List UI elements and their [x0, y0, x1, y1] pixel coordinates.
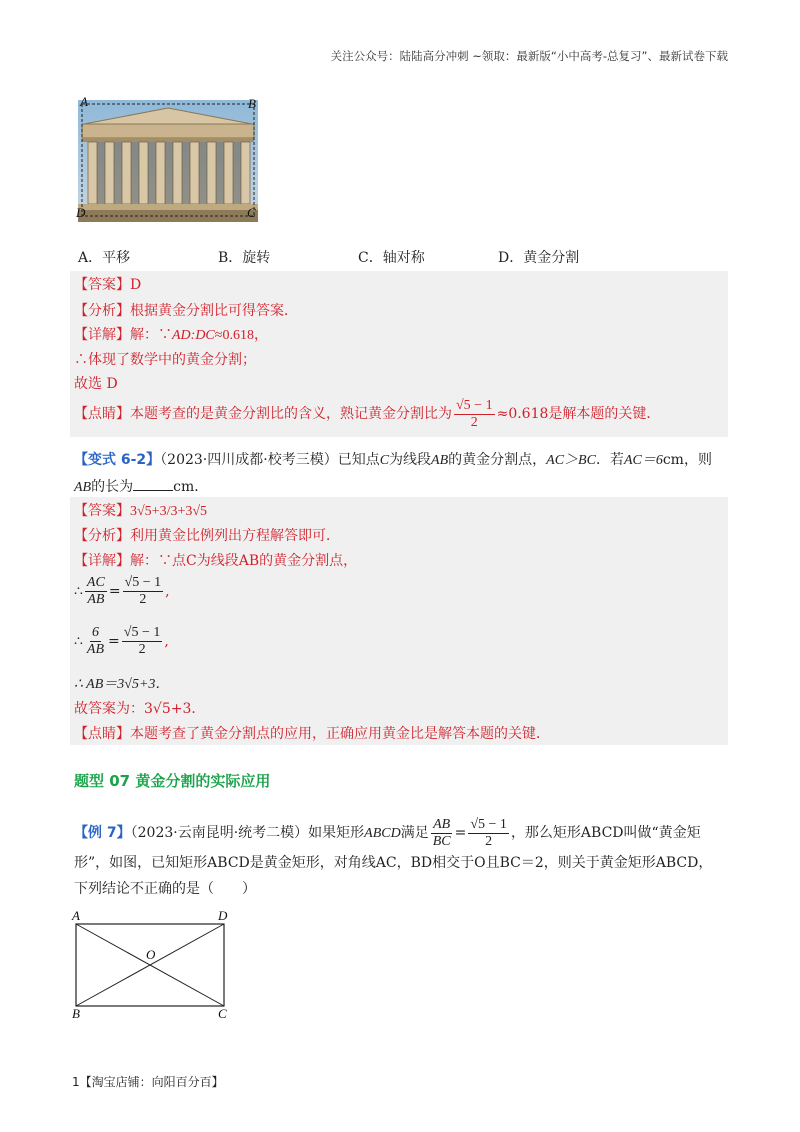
example-text-1: （2023·云南昆明·统考二模）如果矩形 [130, 825, 365, 841]
rectangle-diagram [68, 906, 238, 1024]
variant-text-3: 的黄金分割点， [448, 452, 547, 468]
detail-line-5: 故选 D [74, 376, 118, 392]
solution-box-2: 【答案】3√5+3/3+3√5 【分析】利用黄金比例列出方程解答即可． 【详解】解：∵点C为线段AB的黄金分割点， ∴ $\frac{AC}{AB}$ = $\frac{√5 - 1}{2}$ , ∴ $\frac{6}{AB}$ = $\frac{√5 - 1}{2}$ , ∴ AB＝3√5+3． 故答案为：3√5+3． 【点睛】本题考查了黄金分割点的应用，正确应用黄金比是解答本题的关键． [70, 497, 728, 745]
analysis-text: 利用黄金比例列出方程解答即可． [130, 528, 340, 544]
var-ac-6: AC＝6 [623, 453, 663, 468]
comment-text-a: 本题考查的是黄金分割比的含义，熟记黄金分割比为 [130, 406, 452, 422]
example-line-2: 形”，如图，已知矩形ABCD是黄金矩形，对角线AC，BD相交于O且BC＝2，则关于黄金矩形ABCD， [74, 855, 713, 871]
analysis-text: 根据黄金分割比可得答案． [130, 303, 298, 319]
footer-note: 1【淘宝店铺：向阳百分百】 [72, 1075, 224, 1089]
variant-text-1: （2023·四川成都·校考三模）已知点 [160, 452, 380, 468]
variant-text-2: 为线段 [389, 452, 432, 468]
comment-text: 本题考查了黄金分割点的应用，正确应用黄金比是解答本题的关键． [130, 726, 550, 742]
detail-line-5: 故答案为：3√5+3． [74, 701, 206, 717]
variant-text-6: 的长为 [91, 479, 134, 495]
fraction-denominator: 2 [139, 592, 147, 607]
option-b[interactable]: B．旋转 [218, 250, 271, 266]
variant-text-7: cm． [173, 479, 209, 495]
fraction-denominator: AB [87, 592, 105, 607]
fraction-denominator: AB [86, 642, 105, 657]
fraction-numerator: √5 − 1 [123, 625, 161, 640]
var-ab: AB [431, 453, 449, 468]
detail-line-1: 解：∵点C为线段AB的黄金分割点， [130, 553, 358, 569]
analysis-tag: 【分析】 [74, 303, 130, 319]
golden-ratio-fraction [123, 575, 164, 608]
fraction-numerator: √5 − 1 [124, 575, 162, 590]
detail-line-4: ∴体现了数学中的黄金分割； [74, 352, 256, 368]
answer-tag: 【答案】 [74, 503, 130, 519]
fraction-denominator: 2 [138, 642, 146, 657]
example-tag: 【例 7】 [74, 825, 131, 841]
var-ac-bc: AC＞BC [546, 453, 596, 468]
example-question [74, 816, 734, 902]
comment-tag: 【点睛】 [74, 726, 130, 742]
therefore-symbol: ∴ [74, 583, 83, 600]
detail-tag: 【详解】 [74, 553, 130, 569]
answer-value: D [130, 277, 142, 293]
answer-value: 3√5+3/3+3√5 [130, 504, 208, 519]
ratio-6-ab [85, 625, 106, 658]
parthenon-figure [76, 94, 258, 222]
label-a: A [80, 94, 88, 109]
golden-rectangle-figure [68, 906, 238, 1024]
therefore-symbol: ∴ [74, 633, 83, 650]
ratio-ab-bc [431, 817, 453, 850]
golden-ratio-fraction [454, 398, 495, 431]
parthenon-illustration [78, 100, 258, 222]
answer-tag: 【答案】 [74, 277, 130, 293]
fraction-numerator: √5 − 1 [470, 816, 507, 832]
label-c: C [247, 205, 256, 220]
label-d: D [218, 908, 228, 923]
fraction-numerator: √5 − 1 [456, 397, 493, 413]
section-title: 题型 07 黄金分割的实际应用 [74, 772, 271, 790]
option-c[interactable]: C．轴对称 [358, 250, 425, 266]
detail-tag: 【详解】 [74, 327, 130, 343]
header-note: 关注公众号：陆陆高分冲刺 ~领取：最新版“小中高考-总复习”、最新试卷下载 [330, 49, 728, 63]
detail-prefix: 解：∵ [130, 327, 172, 343]
variant-text-4: ．若 [595, 452, 624, 468]
golden-ratio-fraction [122, 625, 163, 658]
var-ab-2: AB [74, 480, 92, 495]
variant-question [74, 447, 734, 501]
example-line-3: 下列结论不正确的是（ ） [74, 881, 256, 897]
comment-text-b: ≈0.618是解本题的关键． [496, 406, 661, 422]
label-b: B [248, 96, 256, 111]
answer-blank[interactable] [133, 476, 173, 491]
solution-box-1 [70, 271, 728, 437]
analysis-tag: 【分析】 [74, 528, 130, 544]
example-text-3: ，那么矩形ABCD叫做“黄金矩 [510, 825, 701, 841]
label-o: O [146, 947, 156, 962]
comment-tag: 【点睛】 [74, 406, 130, 422]
option-d[interactable]: D．黄金分割 [498, 250, 580, 266]
example-text-2: 满足 [400, 825, 429, 841]
label-d: D [76, 205, 86, 220]
label-a: A [72, 908, 80, 923]
detail-value: ≈0.618， [214, 328, 268, 343]
detail-expression: AD:DC [172, 328, 215, 343]
detail-line-4: ∴ AB＝3√5+3． [74, 677, 170, 692]
option-a[interactable]: A．平移 [78, 250, 131, 266]
fraction-numerator: 6 [91, 625, 99, 640]
label-c: C [218, 1006, 227, 1021]
fraction-denominator: BC [432, 833, 451, 849]
answer-options [78, 247, 678, 267]
var-abcd: ABCD [364, 826, 401, 841]
fraction-denominator: 2 [470, 414, 478, 430]
variant-tag: 【变式 6-2】 [74, 452, 161, 468]
variant-text-5: cm，则 [662, 452, 712, 468]
ratio-ac-ab [85, 575, 107, 608]
equals-sign: = [454, 825, 467, 841]
var-c: C [379, 453, 390, 468]
fraction-numerator: AC [86, 575, 105, 590]
fraction-numerator: AB [433, 816, 451, 832]
label-b: B [72, 1006, 80, 1021]
fraction-denominator: 2 [485, 833, 493, 849]
golden-ratio-fraction [468, 817, 509, 850]
